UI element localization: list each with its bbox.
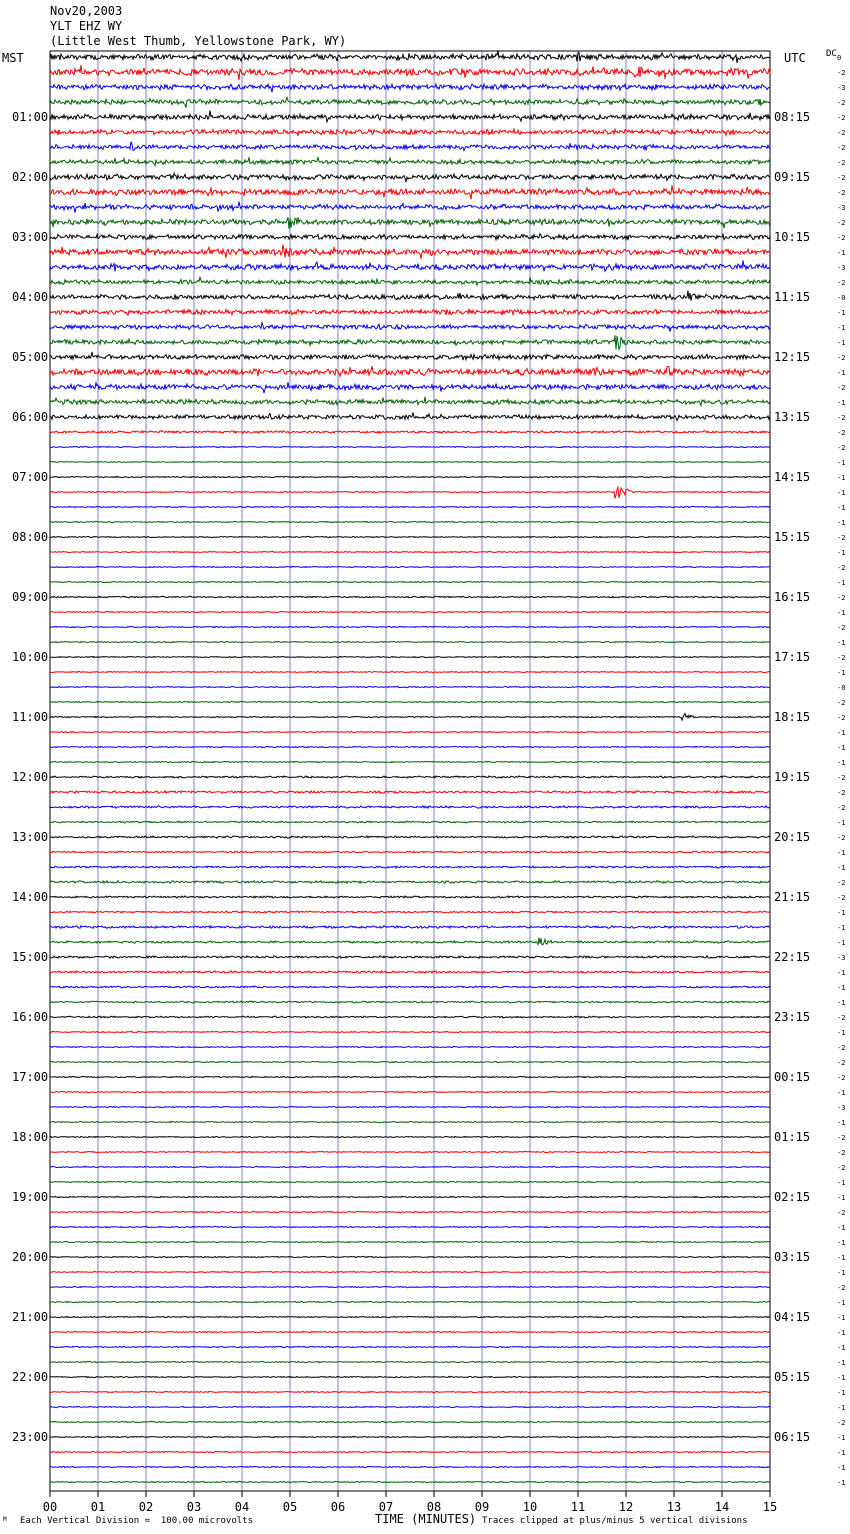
seismic-trace — [50, 382, 770, 393]
seismic-trace — [50, 671, 770, 672]
dc-offset-label: -2 — [837, 789, 846, 797]
dc-offset-label: -1 — [837, 669, 846, 677]
mst-hour-label: 02:00 — [12, 170, 49, 184]
dc-offset-label: -1 — [837, 1089, 846, 1097]
mst-hour-label: 11:00 — [12, 710, 49, 724]
dc-offset-label: -2 — [837, 189, 846, 197]
mst-hour-label: 03:00 — [12, 230, 49, 244]
dc-offset-label: -3 — [837, 264, 846, 272]
dc-offset-label: -1 — [837, 1314, 846, 1322]
dc-offset-label: -2 — [837, 894, 846, 902]
dc-offset-label: -2 — [837, 444, 846, 452]
seismic-trace — [50, 611, 770, 612]
seismic-trace — [50, 129, 770, 136]
seismic-trace — [50, 487, 770, 498]
dc-offset-label: -1 — [837, 1029, 846, 1037]
seismic-trace — [50, 596, 770, 598]
utc-hour-labels — [774, 110, 810, 1444]
seismic-trace — [50, 626, 770, 627]
seismic-trace — [50, 656, 770, 657]
x-tick-label: 05 — [282, 1500, 298, 1514]
seismic-trace — [50, 971, 770, 973]
seismic-trace — [50, 1121, 770, 1122]
dc-offset-label: -2 — [837, 654, 846, 662]
dc-offset-label: -2 — [837, 594, 846, 602]
seismic-trace — [50, 1181, 770, 1182]
seismic-trace — [50, 926, 770, 929]
scale-note: Each Vertical Division = 100.00 microvolts — [20, 1516, 253, 1526]
utc-hour-label: 16:15 — [774, 590, 811, 604]
dc-offset-label: -2 — [837, 159, 846, 167]
mst-hour-label: 20:00 — [12, 1250, 49, 1264]
utc-hour-label: 21:15 — [774, 890, 811, 904]
seismic-trace — [50, 366, 770, 376]
seismic-trace — [50, 1211, 770, 1212]
dc-offset-label: -1 — [837, 324, 846, 332]
dc-offset-label: -1 — [837, 1224, 846, 1232]
dc-offset-label: -1 — [837, 759, 846, 767]
dc-offset-label: -3 — [837, 1104, 846, 1112]
seismic-trace — [50, 234, 770, 241]
utc-hour-label: 00:15 — [774, 1070, 811, 1084]
mst-hour-label: 22:00 — [12, 1370, 49, 1384]
x-axis-title: TIME (MINUTES) — [375, 1512, 477, 1526]
seismic-trace — [50, 836, 770, 838]
dc-offset-label: -2 — [837, 1014, 846, 1022]
clip-note: Traces clipped at plus/minus 5 vertical divisions — [482, 1516, 748, 1526]
seismic-trace — [50, 1106, 770, 1107]
seismic-trace — [50, 986, 770, 988]
mst-hour-label: 14:00 — [12, 890, 49, 904]
seismic-trace — [50, 536, 770, 537]
mst-hour-label: 21:00 — [12, 1310, 49, 1324]
dc-offset-label: -2 — [837, 1134, 846, 1142]
dc-offset-label: -2 — [837, 1149, 846, 1157]
seismic-trace — [50, 821, 770, 823]
seismic-trace — [50, 938, 770, 945]
corner-mark: M — [3, 1516, 7, 1523]
dc-offset-label: -2 — [837, 219, 846, 227]
dc-offset-label: -1 — [837, 1269, 846, 1277]
seismic-trace — [50, 1091, 770, 1092]
seismic-trace — [50, 202, 770, 213]
record-date: Nov20,2003 — [50, 4, 123, 18]
dc-offset-label: -2 — [837, 1419, 846, 1427]
dc-offset-label: -1 — [837, 1434, 846, 1442]
mst-hour-label: 04:00 — [12, 290, 49, 304]
seismic-trace — [50, 896, 770, 898]
seismic-trace — [50, 245, 770, 259]
seismic-trace — [50, 185, 770, 199]
seismic-trace — [50, 1376, 770, 1377]
dc-offset-label: -1 — [837, 1299, 846, 1307]
dc-offset-label: -0 — [837, 294, 846, 302]
dc-offset-label: -1 — [837, 309, 846, 317]
utc-hour-label: 18:15 — [774, 710, 811, 724]
dc-offset-label: -1 — [837, 909, 846, 917]
seismic-trace — [50, 1001, 770, 1003]
dc-offset-label: -1 — [837, 399, 846, 407]
dc-offset-label: -1 — [837, 459, 846, 467]
seismic-trace — [50, 217, 770, 229]
seismic-trace — [50, 173, 770, 182]
mst-hour-label: 01:00 — [12, 110, 49, 124]
utc-hour-label: 06:15 — [774, 1430, 811, 1444]
seismic-trace — [50, 746, 770, 747]
utc-hour-label: 10:15 — [774, 230, 811, 244]
station-location: (Little West Thumb, Yellowstone Park, WY) — [50, 34, 347, 48]
seismic-trace — [50, 776, 770, 778]
dc-offset-label: -2 — [837, 714, 846, 722]
seismic-trace — [50, 462, 770, 463]
seismic-trace — [50, 260, 770, 271]
seismic-trace — [50, 1196, 770, 1197]
dc-offset-label: -1 — [837, 1179, 846, 1187]
dc-offset-label: -1 — [837, 609, 846, 617]
seismic-trace — [50, 1451, 770, 1452]
x-tick-label: 15 — [762, 1500, 778, 1514]
dc-offset-label: -1 — [837, 489, 846, 497]
dc-offset-label: -2 — [837, 834, 846, 842]
dc-offset-label: -2 — [837, 624, 846, 632]
dc-offset-label: -2 — [837, 384, 846, 392]
seismic-trace — [50, 1481, 770, 1482]
seismic-trace — [50, 566, 770, 567]
dc-offset-label: -1 — [837, 1359, 846, 1367]
seismic-trace — [50, 111, 770, 122]
seismic-trace — [50, 1256, 770, 1257]
x-tick-label: 00 — [42, 1500, 58, 1514]
dc-offset-label: -1 — [837, 729, 846, 737]
utc-hour-label: 02:15 — [774, 1190, 811, 1204]
dc-offset-label: -1 — [837, 1329, 846, 1337]
station-code: YLT EHZ WY — [50, 19, 123, 33]
utc-hour-label: 22:15 — [774, 950, 811, 964]
utc-hour-label: 20:15 — [774, 830, 811, 844]
dc-offset-label: -1 — [837, 1479, 846, 1487]
seismic-trace — [50, 581, 770, 582]
seismic-trace — [50, 335, 770, 349]
x-tick-label: 07 — [378, 1500, 394, 1514]
dc-offset-label: -2 — [837, 804, 846, 812]
seismic-trace — [50, 1226, 770, 1227]
dc-offset-label: -1 — [837, 549, 846, 557]
seismic-trace — [50, 446, 770, 447]
mst-hour-label: 10:00 — [12, 650, 49, 664]
x-tick-label: 04 — [234, 1500, 250, 1514]
mst-hour-label: 17:00 — [12, 1070, 49, 1084]
dc-offset-label: -1 — [837, 819, 846, 827]
seismic-trace — [50, 98, 770, 108]
dc-offset-label: -1 — [837, 1464, 846, 1472]
dc-label: DC — [826, 49, 837, 59]
time-axis — [43, 1491, 777, 1514]
seismic-trace — [50, 1286, 770, 1287]
dc-offset-label: -1 — [837, 1449, 846, 1457]
dc-offset-label: -2 — [837, 69, 846, 77]
seismic-trace — [50, 1331, 770, 1332]
x-tick-label: 10 — [522, 1500, 538, 1514]
seismic-trace — [50, 1391, 770, 1392]
dc-offset-label: -1 — [837, 864, 846, 872]
dc-offset-label: -2 — [837, 1209, 846, 1217]
dc-offset-label: -1 — [837, 1344, 846, 1352]
seismic-trace — [50, 791, 770, 794]
dc-offset-label: -1 — [837, 984, 846, 992]
mst-hour-label: 06:00 — [12, 410, 49, 424]
dc-offset-label: -1 — [837, 999, 846, 1007]
seismic-trace — [50, 1316, 770, 1317]
x-tick-label: 01 — [90, 1500, 106, 1514]
dc-offset-label: -2 — [837, 144, 846, 152]
dc-offset-label: -2 — [837, 1059, 846, 1067]
dc-offset-label: -1 — [837, 1254, 846, 1262]
seismic-trace — [50, 1136, 770, 1137]
mst-hour-label: 08:00 — [12, 530, 49, 544]
seismic-trace — [50, 956, 770, 958]
dc-offset-label: -1 — [837, 474, 846, 482]
utc-hour-label: 23:15 — [774, 1010, 811, 1024]
seismic-trace — [50, 1076, 770, 1077]
dc-offset-label: -1 — [837, 339, 846, 347]
seismic-trace — [50, 714, 770, 721]
dc-offset-label: -1 — [837, 1239, 846, 1247]
dc-offset-label: -2 — [837, 414, 846, 422]
mst-hour-labels — [12, 110, 48, 1444]
seismic-trace — [50, 1436, 770, 1437]
seismic-trace — [50, 277, 770, 285]
seismic-trace — [50, 1421, 770, 1422]
x-tick-label: 02 — [138, 1500, 154, 1514]
utc-hour-label: 11:15 — [774, 290, 811, 304]
dc-offset-label: -2 — [837, 354, 846, 362]
dc-offset-label: -1 — [837, 249, 846, 257]
seismic-trace — [50, 761, 770, 762]
seismic-trace — [50, 641, 770, 642]
dc-offset-label: -2 — [837, 429, 846, 437]
seismic-trace — [50, 1301, 770, 1302]
dc-offset-label: -2 — [837, 234, 846, 242]
dc-offset-label: -2 — [837, 564, 846, 572]
seismic-trace — [50, 1166, 770, 1167]
utc-hour-label: 19:15 — [774, 770, 811, 784]
dc-offset-label: -1 — [837, 849, 846, 857]
dc-offset-label: -0 — [837, 684, 846, 692]
left-timezone: MST — [2, 51, 24, 65]
x-tick-label: 13 — [666, 1500, 682, 1514]
seismic-trace — [50, 806, 770, 808]
seismic-trace — [50, 1031, 770, 1032]
dc-offset-label: -1 — [837, 519, 846, 527]
dc-offset-label: -1 — [837, 579, 846, 587]
seismic-trace — [50, 506, 770, 507]
x-tick-label: 09 — [474, 1500, 490, 1514]
dc-offset-label: -1 — [837, 504, 846, 512]
seismic-trace — [50, 686, 770, 687]
dc-offset-label: -3 — [837, 84, 846, 92]
dc-offset-label: -2 — [837, 1284, 846, 1292]
mst-hour-label: 18:00 — [12, 1130, 49, 1144]
dc-offset-label: -2 — [837, 699, 846, 707]
seismic-trace — [50, 1061, 770, 1062]
mst-hour-label: 13:00 — [12, 830, 49, 844]
seismic-trace — [50, 701, 770, 702]
mst-hour-label: 19:00 — [12, 1190, 49, 1204]
utc-hour-label: 03:15 — [774, 1250, 811, 1264]
seismic-trace — [50, 1346, 770, 1347]
mst-hour-label: 09:00 — [12, 590, 49, 604]
seismic-trace — [50, 1466, 770, 1467]
seismic-trace — [50, 1361, 770, 1362]
utc-hour-label: 13:15 — [774, 410, 811, 424]
dc-offset-label: -1 — [837, 1389, 846, 1397]
seismic-trace — [50, 1046, 770, 1047]
seismic-trace — [50, 309, 770, 316]
seismic-trace — [50, 731, 770, 732]
utc-hour-label: 09:15 — [774, 170, 811, 184]
dc-offset-label: -1 — [837, 369, 846, 377]
x-tick-label: 08 — [426, 1500, 442, 1514]
dc-offset-label: -2 — [837, 279, 846, 287]
mst-hour-label: 07:00 — [12, 470, 49, 484]
utc-hour-label: 14:15 — [774, 470, 811, 484]
x-tick-label: 14 — [714, 1500, 730, 1514]
seismic-traces — [50, 51, 770, 1483]
seismic-trace — [50, 911, 770, 913]
dc-offset-label: -2 — [837, 1044, 846, 1052]
dc-offset-labels — [837, 54, 845, 1487]
dc-offset-label: -2 — [837, 99, 846, 107]
x-tick-label: 06 — [330, 1500, 346, 1514]
dc-offset-label: -1 — [837, 744, 846, 752]
dc-offset-label: -3 — [837, 954, 846, 962]
dc-offset-label: -1 — [837, 1119, 846, 1127]
dc-offset-label: -1 — [837, 1404, 846, 1412]
dc-offset-label: -2 — [837, 114, 846, 122]
seismic-trace — [50, 1016, 770, 1018]
seismic-trace — [50, 65, 770, 80]
seismic-trace — [50, 51, 770, 64]
seismic-trace — [50, 1241, 770, 1242]
seismic-trace — [50, 551, 770, 552]
seismic-trace — [50, 352, 770, 360]
x-tick-label: 11 — [570, 1500, 586, 1514]
mst-hour-label: 23:00 — [12, 1430, 49, 1444]
seismic-trace — [50, 1151, 770, 1152]
mst-hour-label: 15:00 — [12, 950, 49, 964]
right-timezone: UTC — [784, 51, 806, 65]
seismic-trace — [50, 397, 770, 406]
x-tick-label: 03 — [186, 1500, 202, 1514]
dc-offset-label: -2 — [837, 774, 846, 782]
dc-offset-label: -2 — [837, 1074, 846, 1082]
seismic-trace — [50, 866, 770, 868]
x-tick-label: 12 — [618, 1500, 634, 1514]
dc-offset-label: -1 — [837, 1374, 846, 1382]
seismic-trace — [50, 1406, 770, 1407]
dc-offset-label: 0 — [837, 54, 842, 62]
utc-hour-label: 17:15 — [774, 650, 811, 664]
dc-offset-label: -1 — [837, 1194, 846, 1202]
dc-offset-label: -3 — [837, 204, 846, 212]
utc-hour-label: 15:15 — [774, 530, 811, 544]
dc-offset-label: -1 — [837, 639, 846, 647]
seismic-trace — [50, 322, 770, 331]
dc-offset-label: -1 — [837, 969, 846, 977]
mst-hour-label: 16:00 — [12, 1010, 49, 1024]
mst-hour-label: 05:00 — [12, 350, 49, 364]
utc-hour-label: 08:15 — [774, 110, 811, 124]
dc-offset-label: -2 — [837, 1164, 846, 1172]
utc-hour-label: 01:15 — [774, 1130, 811, 1144]
dc-offset-label: -1 — [837, 924, 846, 932]
seismic-trace — [50, 84, 770, 92]
seismic-trace — [50, 157, 770, 166]
seismic-trace — [50, 291, 770, 301]
seismic-trace — [50, 142, 770, 151]
dc-offset-label: -2 — [837, 534, 846, 542]
seismic-trace — [50, 851, 770, 853]
seismic-trace — [50, 431, 770, 434]
seismic-trace — [50, 881, 770, 884]
utc-hour-label: 05:15 — [774, 1370, 811, 1384]
seismic-trace — [50, 476, 770, 477]
seismic-trace — [50, 521, 770, 522]
mst-hour-label: 12:00 — [12, 770, 49, 784]
seismic-trace — [50, 412, 770, 420]
utc-hour-label: 04:15 — [774, 1310, 811, 1324]
dc-offset-label: -2 — [837, 879, 846, 887]
utc-hour-label: 12:15 — [774, 350, 811, 364]
dc-offset-label: -2 — [837, 129, 846, 137]
dc-offset-label: -1 — [837, 939, 846, 947]
seismic-trace — [50, 1271, 770, 1272]
dc-offset-label: -2 — [837, 174, 846, 182]
